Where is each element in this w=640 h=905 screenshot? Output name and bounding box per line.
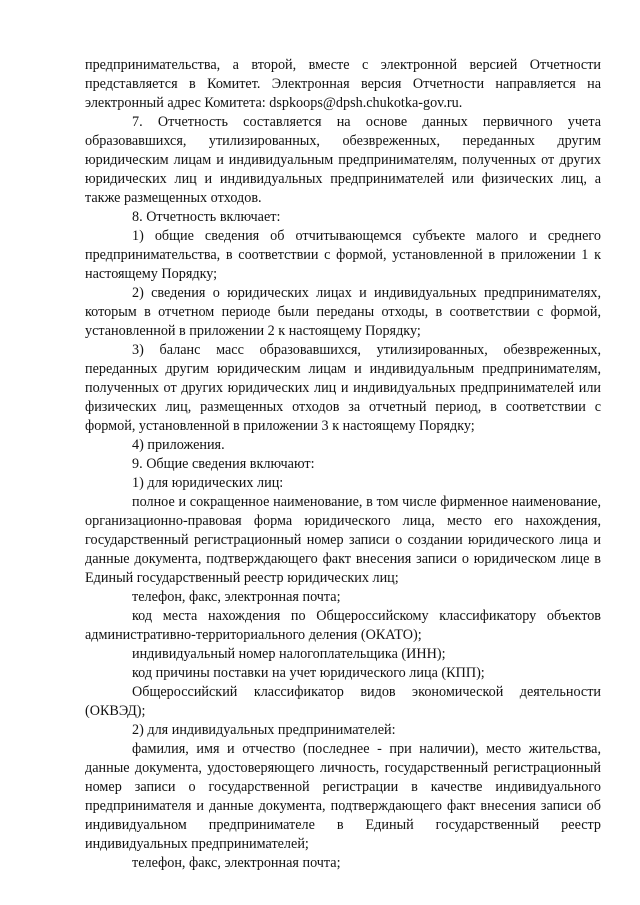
paragraph-item-8-2: 2) сведения о юридических лицах и индивидуальных предпринимателях, которым в отчетном периоде были переданы отходы, в соответствии с формой, установленной в приложении 2 к настоящему Порядку; bbox=[85, 285, 601, 339]
paragraph-contacts-entrepreneur: телефон, факс, электронная почта; bbox=[132, 855, 341, 871]
paragraph-legal-name: полное и сокращенное наименование, в том числе фирменное наименование, организационно-правовая форма юридического лица, место его нахождения, государственный регистрационный номер записи о создании юридического лица и данные документа, подтверждающего факт внесения записи о юридическом лице в Единый государственный реестр юридических лиц; bbox=[85, 494, 601, 586]
paragraph-item-9-2: 2) для индивидуальных предпринимателей: bbox=[132, 722, 396, 738]
paragraph-kpp: код причины поставки на учет юридического лица (КПП); bbox=[132, 665, 485, 681]
document-page bbox=[85, 56, 601, 873]
paragraph-item-7: 7. Отчетность составляется на основе данных первичного учета образовавшихся, утилизированных, обезвреженных, переданных другим юридическим лицам и индивидуальным предпринимателям, полученных от других юридических лиц и индивидуальных предпринимателей или физических лиц, а также размещенных отходов. bbox=[85, 114, 601, 206]
paragraph-okato: код места нахождения по Общероссийскому классификатору объектов административно-территориального деления (ОКАТО); bbox=[85, 608, 601, 643]
paragraph-item-8-3: 3) баланс масс образовавшихся, утилизированных, обезвреженных, переданных другим юридическим лицам и индивидуальным предпринимателям, полученных от других юридических лиц и индивидуальных предпринимателей или физических лиц, размещенных отходов за отчетный период, в соответствии с формой, установленной в приложении 3 к настоящему Порядку; bbox=[85, 342, 601, 434]
paragraph-item-9-1: 1) для юридических лиц: bbox=[132, 475, 284, 491]
paragraph-contacts-legal: телефон, факс, электронная почта; bbox=[132, 589, 341, 605]
paragraph-continuation: предпринимательства, а второй, вместе с электронной версией Отчетности представляется в Комитет. Электронная версия Отчетности направляется на электронный адрес Комитета: dspkoops@dpsh.chukotka-gov.ru. bbox=[85, 57, 601, 111]
paragraph-item-8-1: 1) общие сведения об отчитывающемся субъекте малого и среднего предпринимательства, в соответствии с формой, установленной в приложении 1 к настоящему Порядку; bbox=[85, 228, 601, 282]
paragraph-item-8: 8. Отчетность включает: bbox=[132, 209, 281, 225]
paragraph-item-9: 9. Общие сведения включают: bbox=[132, 456, 315, 472]
paragraph-inn: индивидуальный номер налогоплательщика (ИНН); bbox=[132, 646, 446, 662]
paragraph-item-8-4: 4) приложения. bbox=[132, 437, 225, 453]
paragraph-entrepreneur-details: фамилия, имя и отчество (последнее - при наличии), место жительства, данные документа, удостоверяющего личность, государственный регистрационный номер записи о государственной регистрации в качестве индивидуального предпринимателя и данные документа, подтверждающего факт внесения записи об индивидуальном предпринимателе в Единый государственный реестр индивидуальных предпринимателей; bbox=[85, 741, 601, 852]
paragraph-okved: Общероссийский классификатор видов экономической деятельности (ОКВЭД); bbox=[85, 684, 601, 719]
